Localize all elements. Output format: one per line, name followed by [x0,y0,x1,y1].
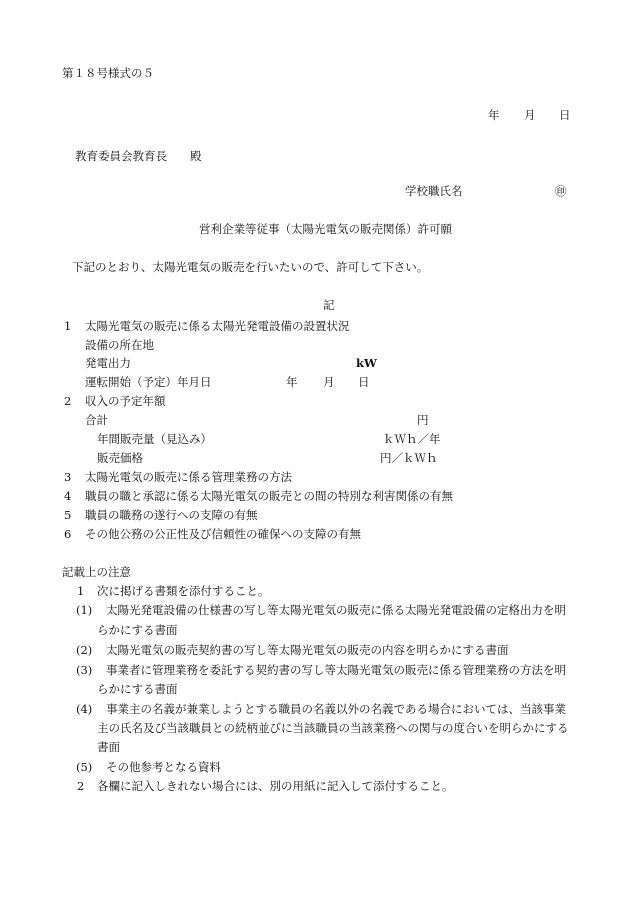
date-day: 日 [559,108,571,122]
item-1-start: 運転開始（予定）年月日 [85,375,212,389]
item-1-text: 太陽光電気の販売に係る太陽光発電設備の設置状況 [85,319,350,333]
item-2-total-unit: 円 [417,413,429,427]
form-number: 第１８号様式の５ [62,66,154,80]
item-2-price: 販売価格 [97,451,143,465]
note-2-number: 2 [77,779,85,793]
sub-2-line1: 太陽光電気の販売契約書の写し等太陽光電気の販売の内容を明らかにする書面 [106,643,509,657]
ki-heading: 記 [323,298,335,312]
sub-3-number: (3) [76,663,93,677]
applicant-label: 学校職氏名 [405,184,463,198]
item-2-volume: 年間販売量（見込み） [97,432,212,446]
item-1-output: 発電出力 [85,356,131,370]
sub-4-line1: 事業主の名義が兼業しようとする職員の名義以外の名義である場合においては、当該事業 [106,702,566,716]
sub-1-line2: らかにする書面 [97,623,178,637]
sub-3-line1: 事業者に管理業務を委託する契約書の写し等太陽光電気の販売に係る管理業務の方法を明 [106,663,566,677]
sub-3-line2: らかにする書面 [97,682,178,696]
item-6-number: 6 [64,527,72,541]
date-month: 月 [524,108,536,122]
sub-4-line3: 書面 [97,740,120,754]
item-5-number: 5 [64,508,72,522]
note-1-number: 1 [77,584,85,598]
date-year: 年 [488,108,500,122]
item-6-text: その他公務の公正性及び信頼性の確保への支障の有無 [85,527,361,541]
intro-text: 下記のとおり、太陽光電気の販売を行いたいので、許可して下さい。 [72,260,429,274]
sub-4-number: (4) [76,702,93,716]
sub-5-line1: その他参考となる資料 [106,760,221,774]
item-3-number: 3 [64,470,72,484]
item-2-total: 合計 [85,413,108,427]
item-2-number: 2 [64,394,72,408]
sub-1-number: (1) [76,603,93,617]
seal-mark: ㊞ [555,184,567,198]
item-1-start-year: 年 [286,375,298,389]
document-title: 営利企業等従事（太陽光電気の販売関係）許可願 [199,222,452,236]
item-2-price-unit: 円／ｋＷｈ [380,451,438,465]
item-2-text: 収入の予定年額 [85,394,166,408]
sub-2-number: (2) [76,643,93,657]
item-1-number: 1 [64,319,72,333]
item-2-volume-unit: ｋＷｈ／年 [383,432,441,446]
sub-4-line2: 主の氏名及び当該職員との続柄並びに当該職員の当該業務への関与の度合いを明らかにする [97,721,569,735]
item-4-text: 職員の職と承認に係る太陽光電気の販売との間の特別な利害関係の有無 [85,489,453,503]
sub-1-line1: 太陽光発電設備の仕様書の写し等太陽光電気の販売に係る太陽光発電設備の定格出力を明 [106,603,566,617]
notes-heading: 記載上の注意 [62,565,131,579]
item-4-number: 4 [64,489,72,503]
addressee: 教育委員会教育長 殿 [75,149,202,163]
item-1-location: 設備の所在地 [85,338,154,352]
item-1-start-day: 日 [358,375,370,389]
item-1-output-unit: kW [356,356,377,370]
sub-5-number: (5) [76,760,93,774]
item-1-start-month: 月 [323,375,335,389]
note-2-text: 各欄に記入しきれない場合には、別の用紙に記入して添付すること。 [97,779,454,793]
item-5-text: 職員の職務の遂行への支障の有無 [85,508,258,522]
item-3-text: 太陽光電気の販売に係る管理業務の方法 [85,470,292,484]
note-1-text: 次に掲げる書類を添付すること。 [97,584,270,598]
